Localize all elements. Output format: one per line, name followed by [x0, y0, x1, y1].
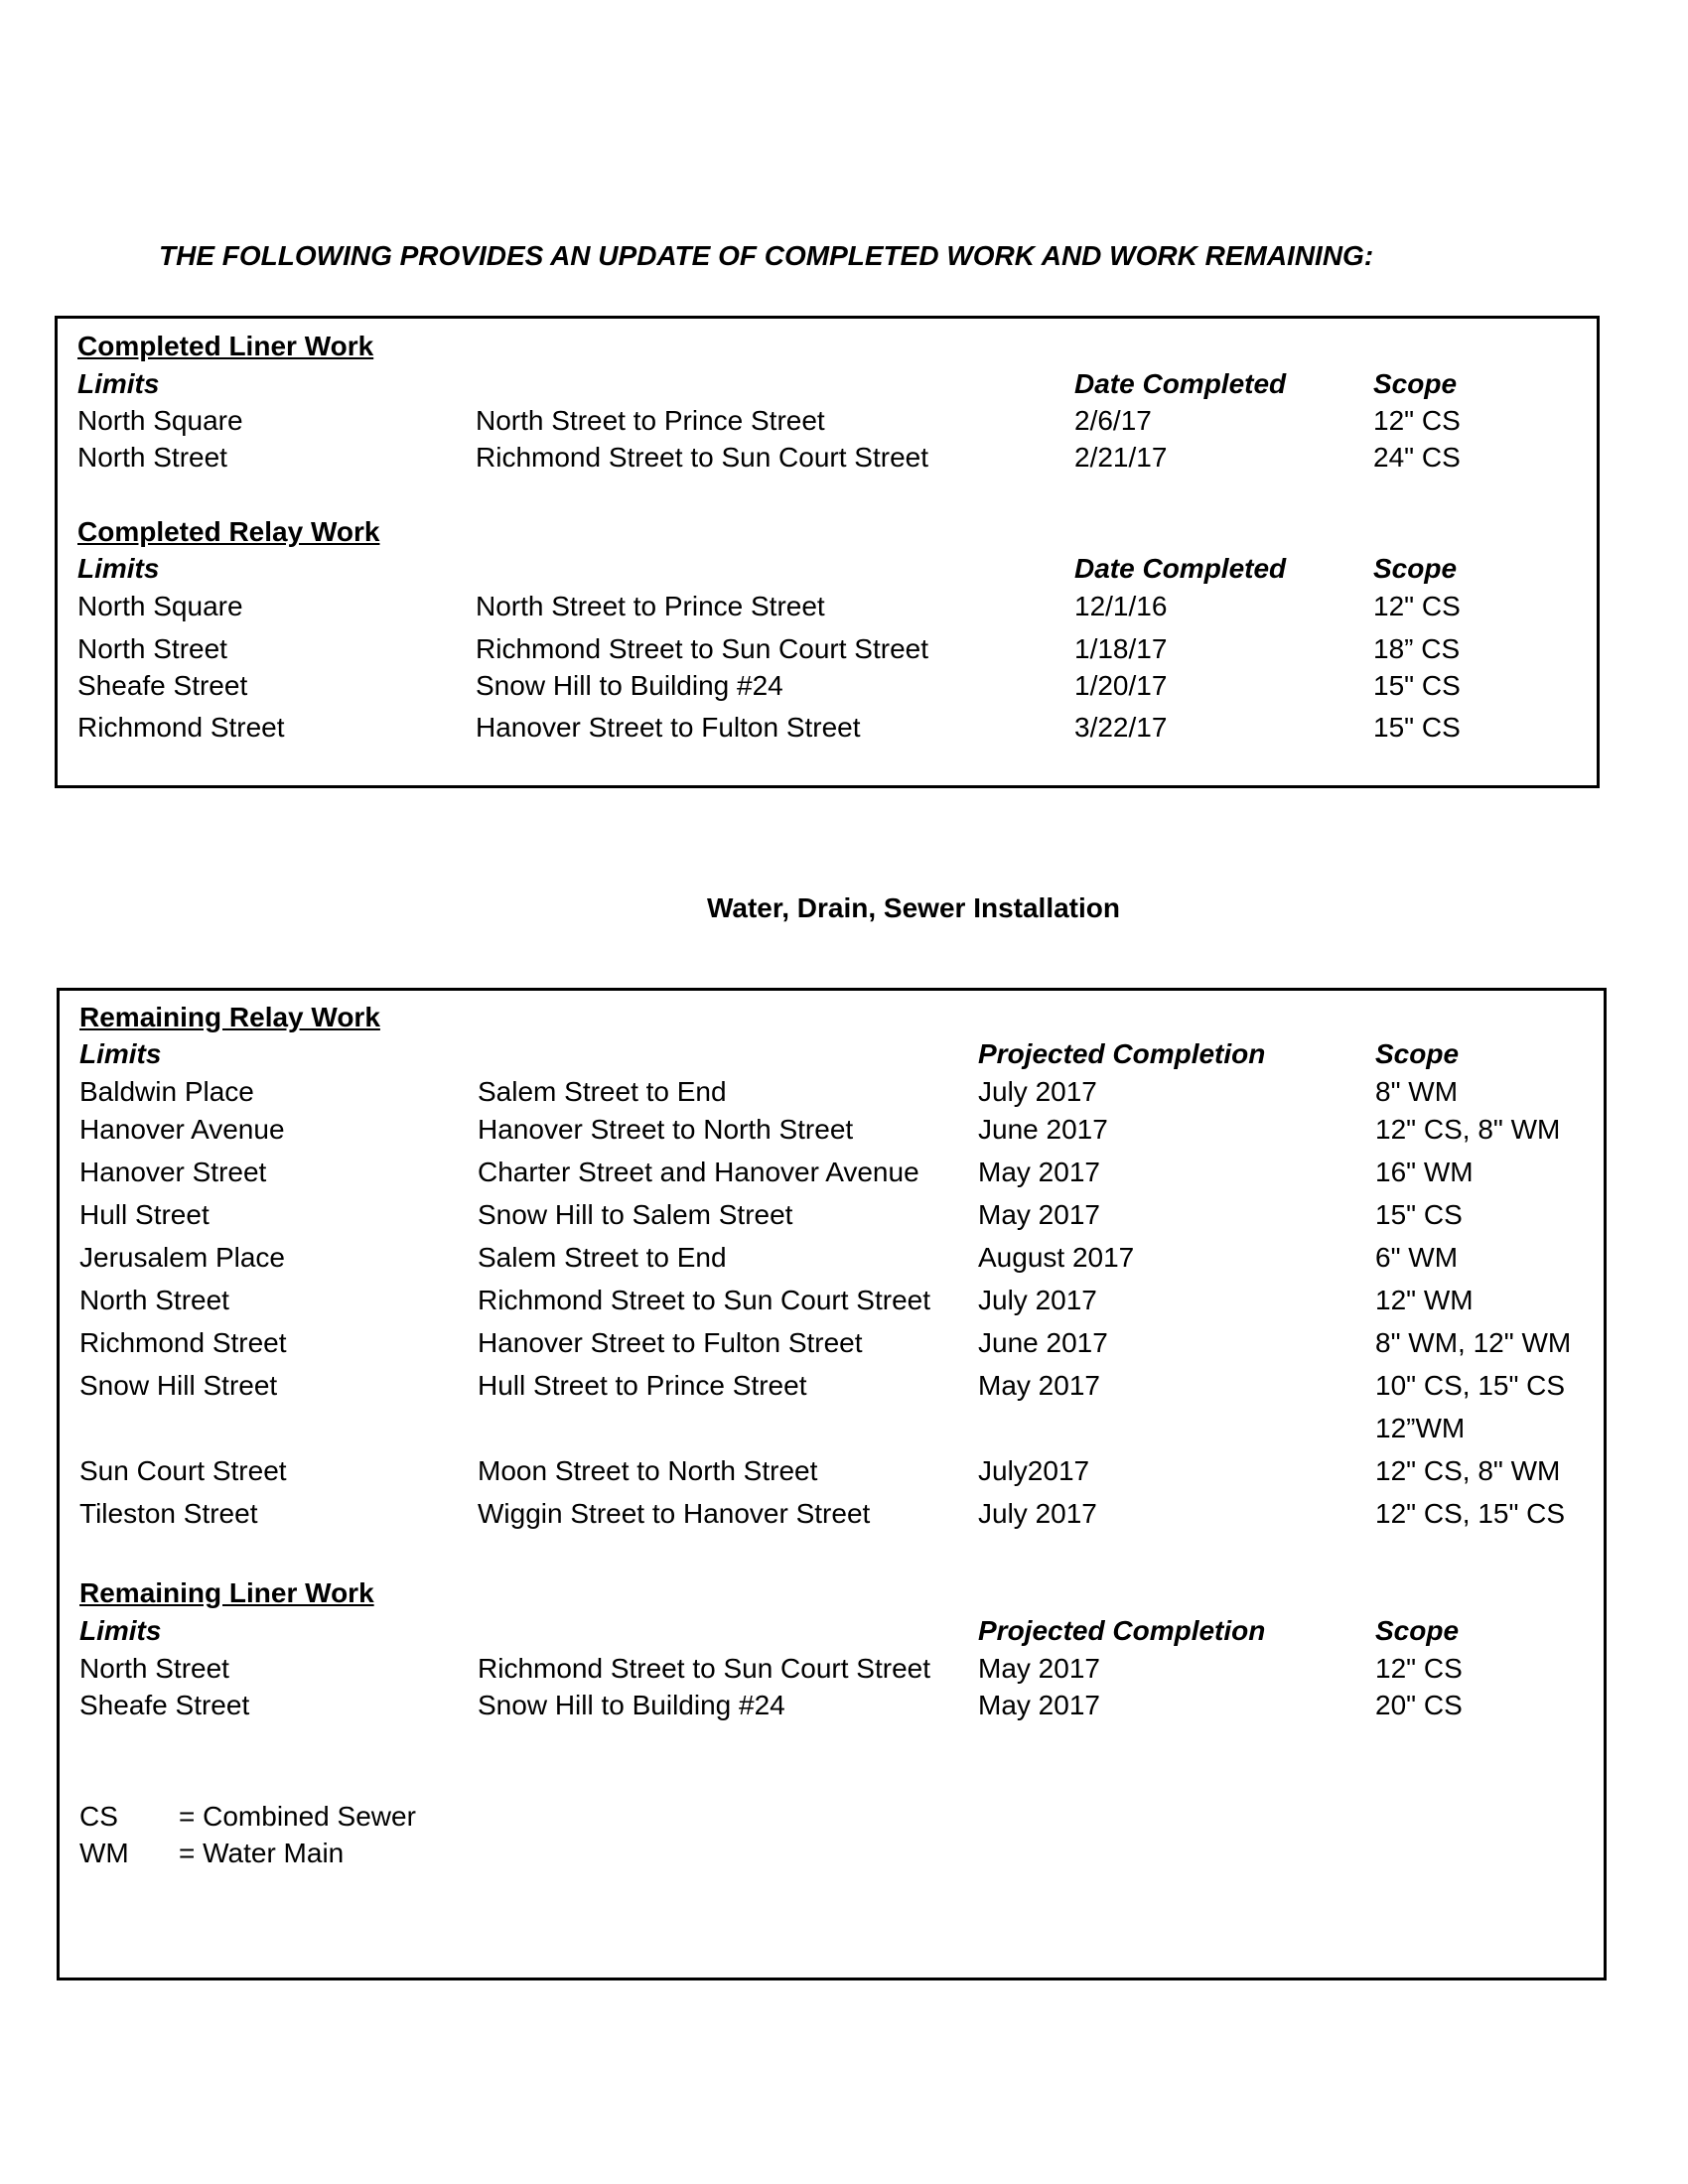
street-range: Hanover Street to North Street: [478, 1114, 854, 1145]
street-range: Richmond Street to Sun Court Street: [478, 1285, 930, 1315]
legend-abbr-wm: WM: [79, 1838, 129, 1868]
projected-completion: June 2017: [978, 1327, 1108, 1358]
section-title: Water, Drain, Sewer Installation: [707, 892, 1120, 923]
projected-completion: June 2017: [978, 1114, 1108, 1145]
scope: 12”WM: [1375, 1413, 1466, 1443]
scope: 20" CS: [1375, 1690, 1463, 1720]
scope: 12" CS, 15" CS: [1375, 1498, 1566, 1529]
completed-relay-title: Completed Relay Work: [77, 516, 380, 547]
street-range: Hanover Street to Fulton Street: [478, 1327, 863, 1358]
remaining-work-box: [57, 988, 1607, 1980]
projected-completion: May 2017: [978, 1653, 1100, 1684]
street-name: Hanover Street: [79, 1157, 267, 1187]
scope: 10" CS, 15" CS: [1375, 1370, 1566, 1401]
remaining-liner-limits-header: Limits: [79, 1615, 162, 1646]
legend-abbr-cs: CS: [79, 1801, 118, 1832]
projected-completion: May 2017: [978, 1370, 1100, 1401]
street-range: North Street to Prince Street: [476, 591, 825, 621]
scope: 15" CS: [1373, 670, 1461, 701]
scope: 15" CS: [1373, 712, 1461, 743]
street-name: North Street: [79, 1285, 229, 1315]
date-completed: 1/18/17: [1074, 633, 1168, 664]
scope: 12" CS, 8" WM: [1375, 1114, 1561, 1145]
street-range: Snow Hill to Building #24: [478, 1690, 785, 1720]
completed-relay-limits-header: Limits: [77, 553, 160, 584]
street-range: Hull Street to Prince Street: [478, 1370, 807, 1401]
remaining-liner-scope-header: Scope: [1375, 1615, 1460, 1646]
projected-completion: July2017: [978, 1455, 1090, 1486]
date-completed: 2/21/17: [1074, 442, 1168, 473]
date-completed: 12/1/16: [1074, 591, 1168, 621]
page-heading: THE FOLLOWING PROVIDES AN UPDATE OF COMPLETED WORK AND WORK REMAINING:: [159, 240, 1374, 271]
street-name: Snow Hill Street: [79, 1370, 278, 1401]
street-range: North Street to Prince Street: [476, 405, 825, 436]
remaining-relay-scope-header: Scope: [1375, 1038, 1460, 1069]
scope: 18” CS: [1373, 633, 1461, 664]
date-completed: 1/20/17: [1074, 670, 1168, 701]
remaining-relay-title: Remaining Relay Work: [79, 1002, 380, 1032]
street-name: North Street: [77, 633, 227, 664]
completed-relay-scope-header: Scope: [1373, 553, 1458, 584]
date-completed: 2/6/17: [1074, 405, 1152, 436]
scope: 15" CS: [1375, 1199, 1463, 1230]
remaining-relay-date-header: Projected Completion: [978, 1038, 1266, 1069]
projected-completion: July 2017: [978, 1498, 1097, 1529]
street-name: Richmond Street: [79, 1327, 287, 1358]
remaining-relay-limits-header: Limits: [79, 1038, 162, 1069]
scope: 8" WM, 12" WM: [1375, 1327, 1572, 1358]
legend-meaning-wm: = Water Main: [179, 1838, 345, 1868]
completed-liner-date-header: Date Completed: [1074, 368, 1287, 399]
street-name: Sun Court Street: [79, 1455, 287, 1486]
street-name: Hull Street: [79, 1199, 210, 1230]
street-range: Salem Street to End: [478, 1242, 727, 1273]
street-name: North Street: [77, 442, 227, 473]
projected-completion: July 2017: [978, 1285, 1097, 1315]
street-name: Hanover Avenue: [79, 1114, 285, 1145]
remaining-liner-date-header: Projected Completion: [978, 1615, 1266, 1646]
street-range: Richmond Street to Sun Court Street: [476, 442, 928, 473]
scope: 8" WM: [1375, 1076, 1459, 1107]
scope: 12" CS: [1373, 405, 1461, 436]
projected-completion: August 2017: [978, 1242, 1135, 1273]
projected-completion: July 2017: [978, 1076, 1097, 1107]
scope: 12" WM: [1375, 1285, 1474, 1315]
street-name: North Street: [79, 1653, 229, 1684]
street-range: Charter Street and Hanover Avenue: [478, 1157, 919, 1187]
projected-completion: May 2017: [978, 1157, 1100, 1187]
street-range: Salem Street to End: [478, 1076, 727, 1107]
street-name: Tileston Street: [79, 1498, 258, 1529]
scope: 24" CS: [1373, 442, 1461, 473]
street-range: Wiggin Street to Hanover Street: [478, 1498, 871, 1529]
street-range: Richmond Street to Sun Court Street: [478, 1653, 930, 1684]
remaining-liner-title: Remaining Liner Work: [79, 1577, 374, 1608]
completed-liner-limits-header: Limits: [77, 368, 160, 399]
street-name: North Square: [77, 591, 243, 621]
street-range: Hanover Street to Fulton Street: [476, 712, 861, 743]
legend-meaning-cs: = Combined Sewer: [179, 1801, 416, 1832]
street-name: Baldwin Place: [79, 1076, 254, 1107]
projected-completion: May 2017: [978, 1690, 1100, 1720]
street-range: Richmond Street to Sun Court Street: [476, 633, 928, 664]
street-name: North Square: [77, 405, 243, 436]
street-name: Jerusalem Place: [79, 1242, 285, 1273]
street-name: Sheafe Street: [79, 1690, 250, 1720]
street-range: Snow Hill to Building #24: [476, 670, 783, 701]
completed-liner-scope-header: Scope: [1373, 368, 1458, 399]
street-name: Sheafe Street: [77, 670, 248, 701]
projected-completion: May 2017: [978, 1199, 1100, 1230]
scope: 12" CS, 8" WM: [1375, 1455, 1561, 1486]
scope: 12" CS: [1373, 591, 1461, 621]
street-range: Moon Street to North Street: [478, 1455, 818, 1486]
street-range: Snow Hill to Salem Street: [478, 1199, 793, 1230]
completed-work-box: [55, 316, 1600, 788]
street-name: Richmond Street: [77, 712, 285, 743]
completed-liner-title: Completed Liner Work: [77, 331, 374, 361]
scope: 16" WM: [1375, 1157, 1474, 1187]
date-completed: 3/22/17: [1074, 712, 1168, 743]
scope: 12" CS: [1375, 1653, 1463, 1684]
scope: 6" WM: [1375, 1242, 1459, 1273]
completed-relay-date-header: Date Completed: [1074, 553, 1287, 584]
